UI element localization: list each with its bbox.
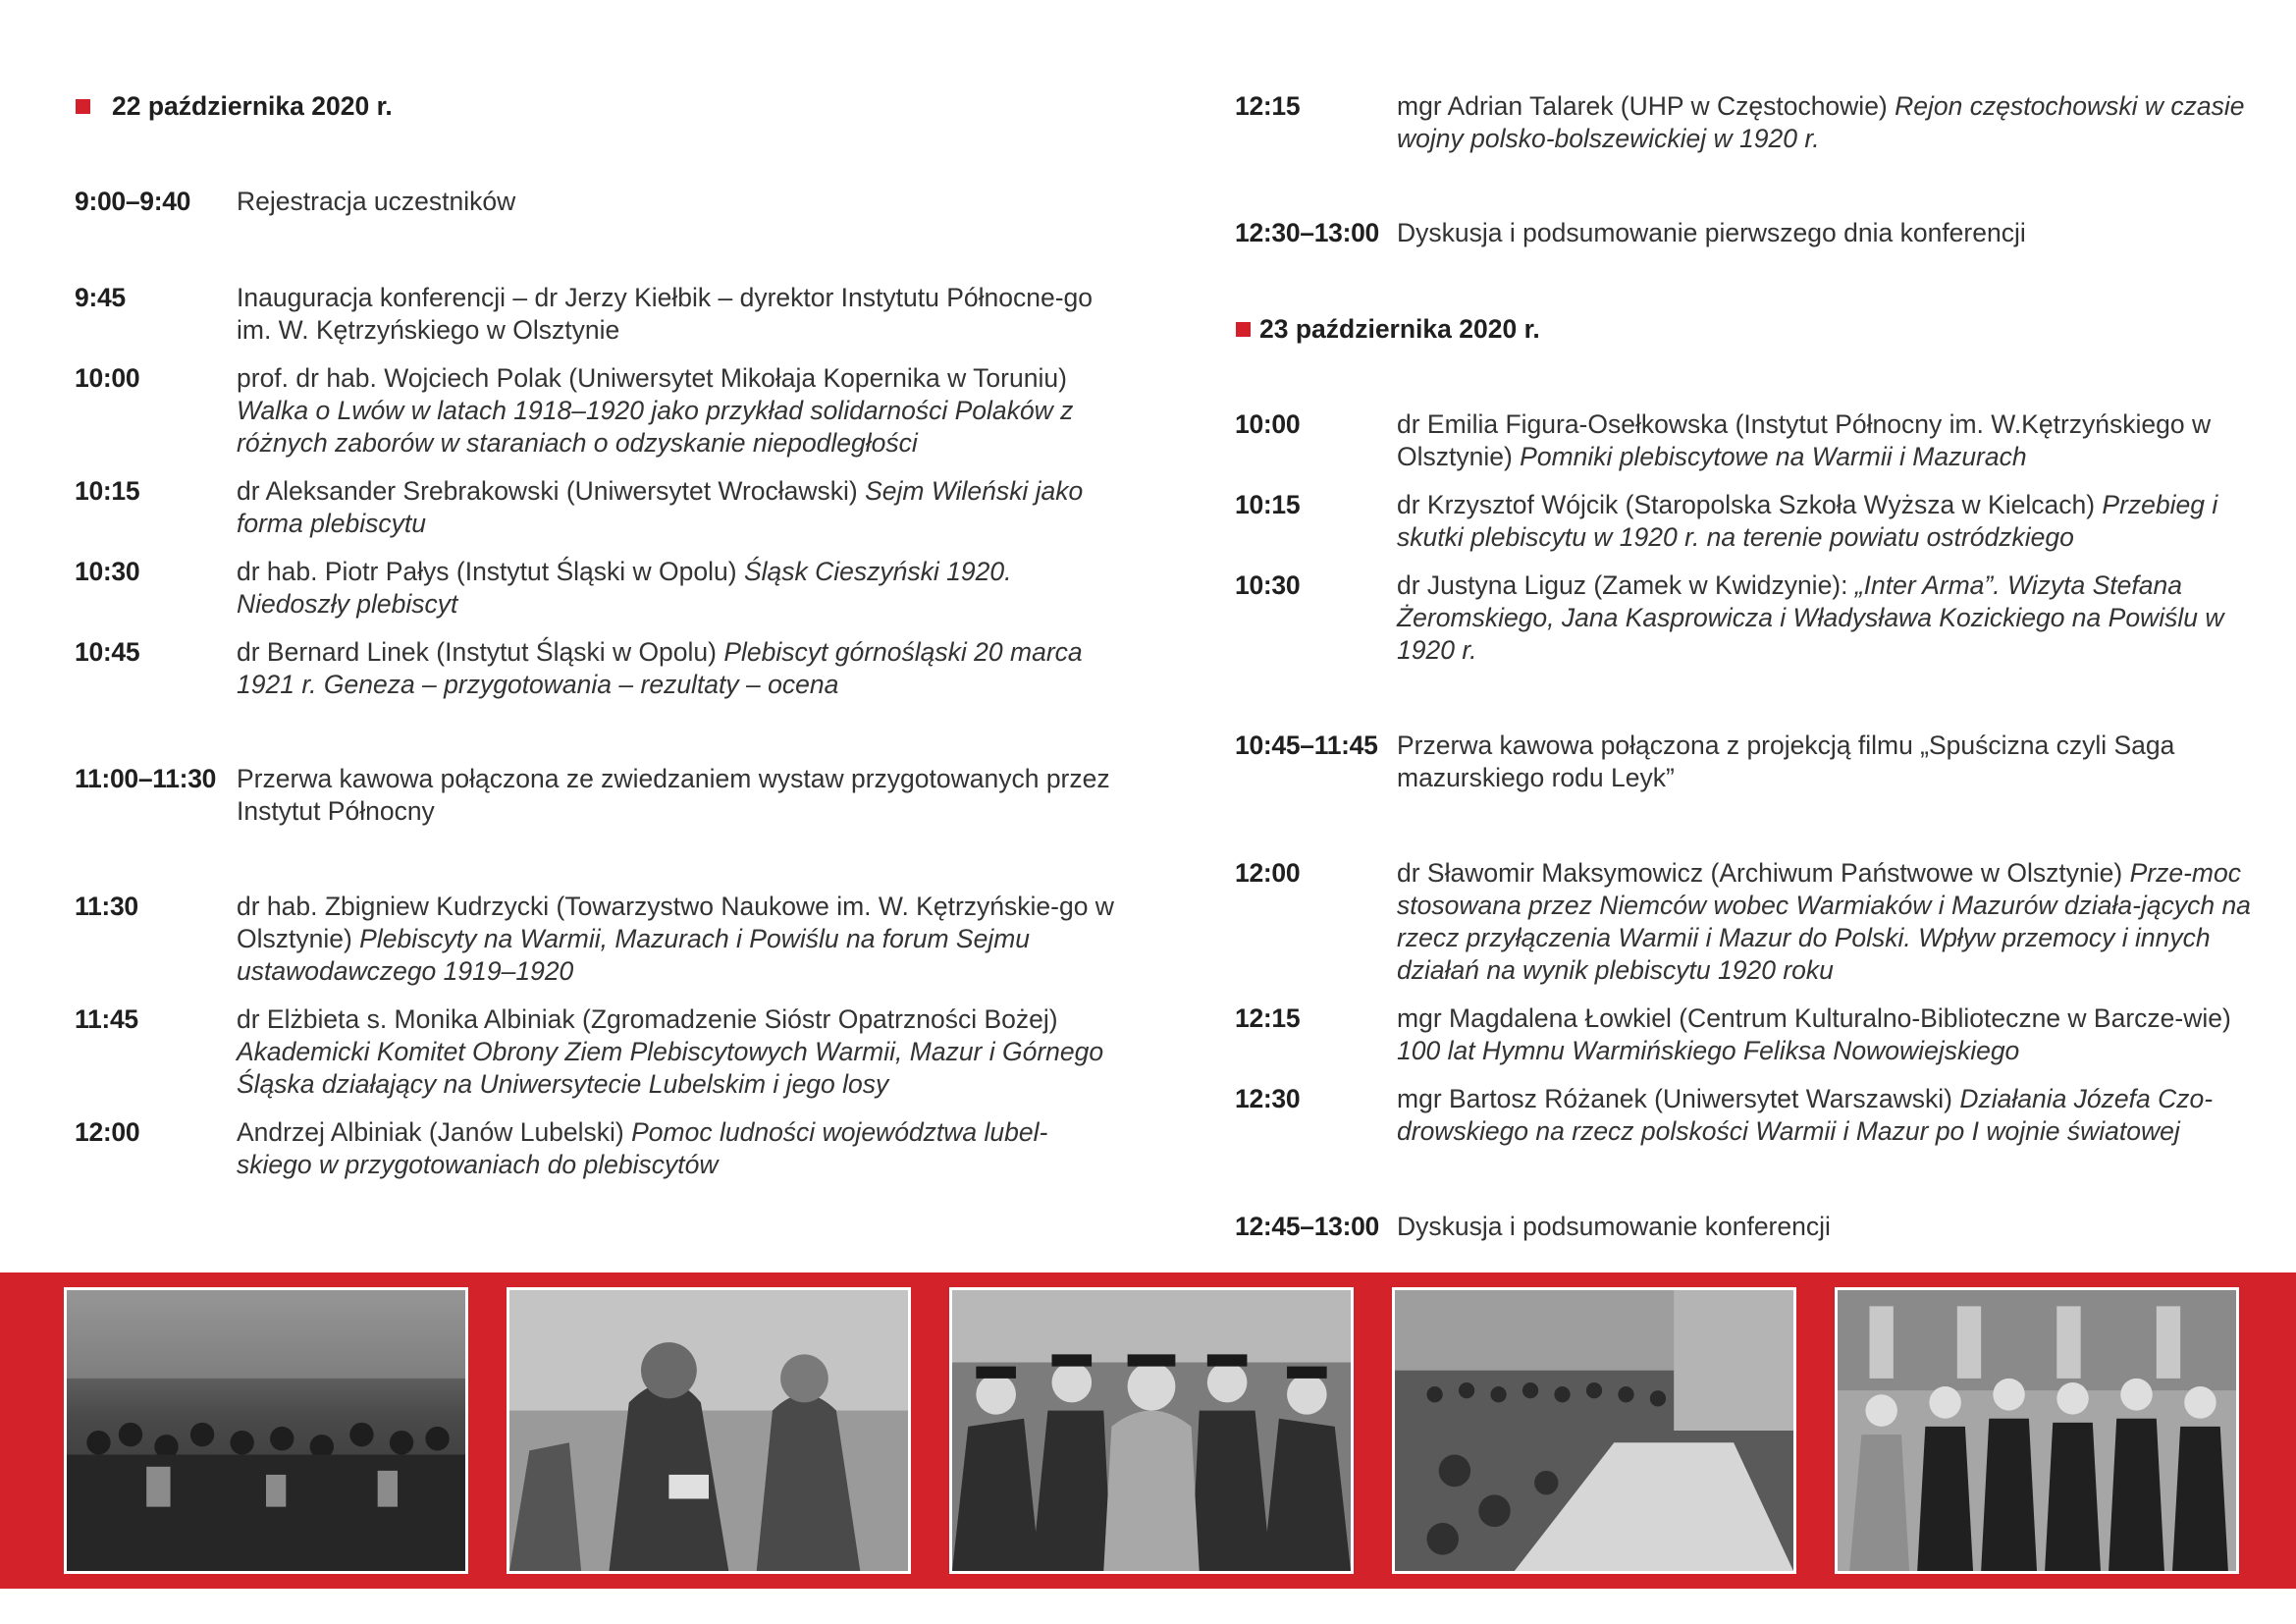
entry-description: dr hab. Piotr Pałys (Instytut Śląski w Opolu) Śląsk Cieszyński 1920. Niedoszły plebiscyt: [237, 557, 1012, 619]
entry-time: 12:45–13:00: [1235, 1212, 1379, 1241]
entry-time: 10:15: [1235, 490, 1301, 519]
entry-time: 12:00: [1235, 858, 1301, 888]
historical-photo-assembly-hall: [1392, 1287, 1796, 1574]
entry-time: 11:45: [75, 1004, 138, 1034]
entry-time: 12:15: [1235, 1003, 1301, 1033]
entry-description: Rejestracja uczestników: [237, 187, 516, 216]
entry-description: dr Sławomir Maksymowicz (Archiwum Państwowe w Olsztynie) Prze-moc stosowana przez Niemców wobec Warmiaków i Mazurów działa-jących na rzecz przyłączenia Warmii i Mazur do Polski. Wpływ przemocy i innych działań na wynik plebiscytu 1920 roku: [1397, 858, 2251, 985]
entry-description: dr Bernard Linek (Instytut Śląski w Opolu) Plebiscyt górnośląski 20 marca 1921 r. Geneza – przygotowania – rezultaty – ocena: [237, 637, 1083, 699]
entry-description: dr Emilia Figura-Osełkowska (Instytut Północny im. W.Kętrzyńskiego w Olsztynie) Pomniki plebiscytowe na Warmii i Mazurach: [1397, 409, 2212, 471]
entry-time: 9:00–9:40: [75, 187, 191, 216]
entry-description: Andrzej Albiniak (Janów Lubelski) Pomoc ludności województwa lubel-skiego w przygotowaniach do plebiscytów: [237, 1117, 1048, 1179]
bullet-square-icon: [1236, 322, 1251, 337]
entry-time: 11:30: [75, 892, 138, 921]
entry-time: 10:45: [75, 637, 140, 667]
entry-time: 12:15: [1235, 91, 1301, 121]
historical-photo-crowd: [64, 1287, 468, 1574]
entry-time: 11:00–11:30: [75, 764, 217, 793]
entry-time: 10:00: [1235, 409, 1301, 439]
entry-time: 12:30–13:00: [1235, 218, 1379, 247]
entry-time: 9:45: [75, 283, 126, 312]
entry-time: 10:45–11:45: [1235, 731, 1378, 760]
entry-time: 10:30: [75, 557, 140, 586]
historical-photo-officers: [507, 1287, 911, 1574]
entry-time: 10:00: [75, 363, 140, 393]
entry-description: Przerwa kawowa połączona ze zwiedzaniem wystaw przygotowanych przez Instytut Północny: [237, 764, 1110, 826]
entry-description: mgr Magdalena Łowkiel (Centrum Kulturalno-Biblioteczne w Barcze-wie) 100 lat Hymnu Warmińskiego Feliksa Nowowiejskiego: [1397, 1003, 2231, 1065]
entry-time: 10:15: [75, 476, 140, 506]
historical-photo-delegation: [1835, 1287, 2239, 1574]
entry-description: Dyskusja i podsumowanie pierwszego dnia konferencji: [1397, 218, 2026, 247]
entry-time: 12:30: [1235, 1084, 1301, 1113]
entry-description: dr Krzysztof Wójcik (Staropolska Szkoła Wyższa w Kielcach) Przebieg i skutki plebiscytu w 1920 r. na terenie powiatu ostródzkiego: [1397, 490, 2218, 552]
entry-description: dr Justyna Liguz (Zamek w Kwidzynie): „Inter Arma”. Wizyta Stefana Żeromskiego, Jana Kasprowicza i Władysława Kozickiego na Powiślu w 1920 r.: [1397, 570, 2224, 665]
entry-description: dr hab. Zbigniew Kudrzycki (Towarzystwo Naukowe im. W. Kętrzyńskie-go w Olsztynie) Plebiscyty na Warmii, Mazurach i Powiślu na forum Sejmu ustawodawczego 1919–1920: [237, 892, 1114, 986]
entry-description: mgr Adrian Talarek (UHP w Częstochowie) Rejon częstochowski w czasie wojny polsko-bolszewickiej w 1920 r.: [1397, 91, 2245, 153]
bullet-square-icon: [76, 99, 90, 114]
entry-description: Inauguracja konferencji – dr Jerzy Kiełbik – dyrektor Instytutu Północne-go im. W. Kętrzyńskiego w Olsztynie: [237, 283, 1094, 345]
entry-description: prof. dr hab. Wojciech Polak (Uniwersytet Mikołaja Kopernika w Toruniu) Walka o Lwów w latach 1918–1920 jako przykład solidarności Polaków z różnych zaborów w staraniach o odzyskanie niepodległości: [237, 363, 1074, 458]
entry-description: dr Elżbieta s. Monika Albiniak (Zgromadzenie Sióstr Opatrzności Bożej) Akademicki Komitet Obrony Ziem Plebiscytowych Warmii, Mazur i Górnego Śląska działający na Uniwersytecie Lubelskim i jego losy: [237, 1004, 1104, 1099]
entry-description: Przerwa kawowa połączona z projekcją filmu „Spuścizna czyli Saga mazurskiego rodu Leyk”: [1397, 731, 2175, 792]
entry-description: Dyskusja i podsumowanie konferencji: [1397, 1212, 1831, 1241]
entry-description: mgr Bartosz Różanek (Uniwersytet Warszawski) Działania Józefa Czo-drowskiego na rzecz polskości Warmii i Mazur po I wojnie światowej: [1397, 1084, 2214, 1146]
entry-time: 12:00: [75, 1117, 140, 1147]
entry-description: dr Aleksander Srebrakowski (Uniwersytet Wrocławski) Sejm Wileński jako forma plebiscytu: [237, 476, 1084, 538]
historical-photo-marshal-group: [949, 1287, 1354, 1574]
entry-time: 10:30: [1235, 570, 1301, 600]
